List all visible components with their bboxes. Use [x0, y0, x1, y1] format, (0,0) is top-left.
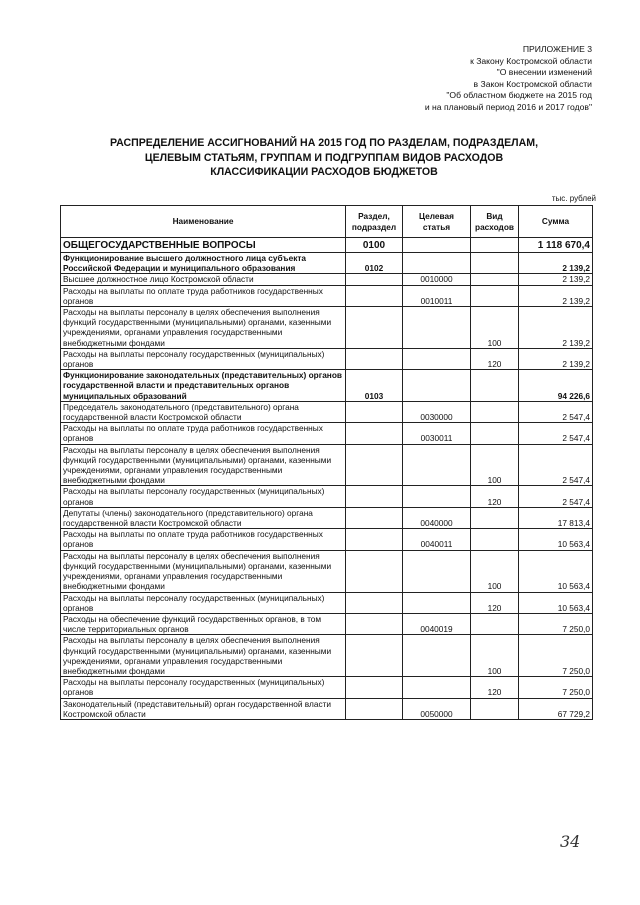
- table-row: [61, 307, 593, 349]
- row-name: Расходы на выплаты по оплате труда работников государственных органов: [61, 529, 346, 550]
- row-section: [346, 613, 403, 634]
- row-sum: 10 563,4: [519, 550, 593, 592]
- title-line: РАСПРЕДЕЛЕНИЕ АССИГНОВАНИЙ НА 2015 ГОД ПО РАЗДЕЛАМ, ПОДРАЗДЕЛАМ,: [109, 137, 539, 149]
- row-target: 0030000: [403, 401, 471, 422]
- table-row: [61, 486, 593, 507]
- row-section: [346, 401, 403, 422]
- row-sum: 7 250,0: [519, 677, 593, 698]
- row-target: [403, 550, 471, 592]
- row-name: Председатель законодательного (представительного) органа государственной власти Костромской области: [61, 401, 346, 422]
- row-name: Депутаты (члены) законодательного (представительного) органа государственной власти Костромской области: [61, 507, 346, 528]
- row-kind: 120: [471, 348, 519, 369]
- row-kind: [471, 285, 519, 306]
- row-target: [403, 444, 471, 486]
- row-section: [346, 285, 403, 306]
- row-sum: 2 139,2: [519, 274, 593, 285]
- table-row: [61, 238, 593, 253]
- appendix-note: [425, 44, 592, 114]
- row-target: [403, 238, 471, 253]
- row-kind: 120: [471, 677, 519, 698]
- row-section: [346, 635, 403, 677]
- units-label: тыс. рублей: [551, 194, 596, 203]
- row-name: Расходы на выплаты персоналу в целях обеспечения выполнения функций государственными (муниципальными) органами, казенными учреждениями, органами управления государственными внебюджетными фондами: [61, 444, 346, 486]
- appendix-line: "Об областном бюджете на 2015 год: [446, 90, 592, 101]
- table-row: [61, 592, 593, 613]
- header-sum: Сумма: [519, 206, 593, 238]
- row-name: Расходы на выплаты персоналу государственных (муниципальных) органов: [61, 677, 346, 698]
- row-sum: 10 563,4: [519, 592, 593, 613]
- row-name: Функционирование законодательных (представительных) органов государственной власти и представительных органов муниципальных образований: [61, 370, 346, 402]
- row-section: [346, 529, 403, 550]
- table-row: [61, 285, 593, 306]
- row-section: [346, 550, 403, 592]
- table-row: [61, 370, 593, 402]
- row-name: ОБЩЕГОСУДАРСТВЕННЫЕ ВОПРОСЫ: [61, 238, 346, 253]
- table-row: [61, 635, 593, 677]
- row-kind: [471, 370, 519, 402]
- row-section: [346, 677, 403, 698]
- row-sum: 2 547,4: [519, 401, 593, 422]
- table-row: [61, 348, 593, 369]
- row-section: [346, 592, 403, 613]
- row-sum: 2 547,4: [519, 444, 593, 486]
- row-sum: 17 813,4: [519, 507, 593, 528]
- row-target: [403, 677, 471, 698]
- row-section: [346, 486, 403, 507]
- row-section: [346, 423, 403, 444]
- row-sum: 10 563,4: [519, 529, 593, 550]
- row-section: 0100: [346, 238, 403, 253]
- row-name: Законодательный (представительный) орган государственной власти Костромской области: [61, 698, 346, 719]
- header-name: Наименование: [61, 206, 346, 238]
- table-row: [61, 401, 593, 422]
- row-target: [403, 635, 471, 677]
- row-kind: [471, 613, 519, 634]
- header-kind: Вид расходов: [471, 206, 519, 238]
- row-target: 0040011: [403, 529, 471, 550]
- row-target: 0040000: [403, 507, 471, 528]
- row-name: Расходы на выплаты персоналу государственных (муниципальных) органов: [61, 592, 346, 613]
- row-kind: 100: [471, 550, 519, 592]
- appendix-line: в Закон Костромской области: [473, 78, 592, 89]
- row-sum: 2 139,2: [519, 253, 593, 274]
- table-header-row: [61, 206, 593, 238]
- row-kind: [471, 423, 519, 444]
- title-line: КЛАССИФИКАЦИИ РАСХОДОВ БЮДЖЕТОВ: [210, 166, 438, 178]
- row-sum: 2 139,2: [519, 348, 593, 369]
- header-section: Раздел, подраздел: [346, 206, 403, 238]
- table-row: [61, 423, 593, 444]
- row-target: 0050000: [403, 698, 471, 719]
- row-name: Расходы на выплаты по оплате труда работников государственных органов: [61, 285, 346, 306]
- row-section: [346, 274, 403, 285]
- table-row: [61, 698, 593, 719]
- row-target: [403, 370, 471, 402]
- row-kind: [471, 253, 519, 274]
- row-sum: 2 547,4: [519, 486, 593, 507]
- appendix-line: ПРИЛОЖЕНИЕ 3: [522, 44, 592, 54]
- row-sum: 2 547,4: [519, 423, 593, 444]
- row-sum: 2 139,2: [519, 285, 593, 306]
- row-sum: 67 729,2: [519, 698, 593, 719]
- row-target: [403, 348, 471, 369]
- row-target: 0010011: [403, 285, 471, 306]
- title-line: ЦЕЛЕВЫМ СТАТЬЯМ, ГРУППАМ И ПОДГРУППАМ ВИДОВ РАСХОДОВ: [144, 151, 504, 164]
- row-section: [346, 507, 403, 528]
- row-name: Расходы на выплаты персоналу государственных (муниципальных) органов: [61, 348, 346, 369]
- table-row: [61, 444, 593, 486]
- row-name: Расходы на выплаты персоналу государственных (муниципальных) органов: [61, 486, 346, 507]
- row-sum: 7 250,0: [519, 635, 593, 677]
- appendix-line: "О внесении изменений: [496, 67, 592, 78]
- row-name: Расходы на выплаты персоналу в целях обеспечения выполнения функций государственными (муниципальными) органами, казенными учреждениями, органами управления государственными внебюджетными фондами: [61, 635, 346, 677]
- row-section: [346, 307, 403, 349]
- row-kind: [471, 698, 519, 719]
- table-row: [61, 677, 593, 698]
- row-kind: [471, 529, 519, 550]
- row-sum: 1 118 670,4: [519, 238, 593, 253]
- row-target: [403, 592, 471, 613]
- table-row: [61, 529, 593, 550]
- row-target: 0040019: [403, 613, 471, 634]
- row-name: Функционирование высшего должностного лица субъекта Российской Федерации и муниципального образования: [61, 253, 346, 274]
- row-name: Высшее должностное лицо Костромской области: [61, 274, 346, 285]
- appendix-line: к Закону Костромской области: [470, 55, 592, 66]
- row-target: [403, 307, 471, 349]
- row-section: [346, 698, 403, 719]
- row-target: [403, 253, 471, 274]
- row-kind: 100: [471, 307, 519, 349]
- row-name: Расходы на выплаты по оплате труда работников государственных органов: [61, 423, 346, 444]
- row-kind: [471, 401, 519, 422]
- row-section: 0103: [346, 370, 403, 402]
- row-section: [346, 444, 403, 486]
- row-name: Расходы на выплаты персоналу в целях обеспечения выполнения функций государственными (муниципальными) органами, казенными учреждениями, органами управления государственными внебюджетными фондами: [61, 550, 346, 592]
- handwritten-page-number: 34: [560, 832, 581, 851]
- row-sum: 94 226,6: [519, 370, 593, 402]
- document-title: [60, 136, 588, 180]
- row-section: [346, 348, 403, 369]
- row-sum: 7 250,0: [519, 613, 593, 634]
- row-name: Расходы на выплаты персоналу в целях обеспечения выполнения функций государственными (муниципальными) органами, казенными учреждениями, органами управления государственными внебюджетными фондами: [61, 307, 346, 349]
- row-name: Расходы на обеспечение функций государственных органов, в том числе территориальных органов: [61, 613, 346, 634]
- row-section: 0102: [346, 253, 403, 274]
- row-kind: [471, 274, 519, 285]
- row-kind: 100: [471, 444, 519, 486]
- row-kind: 120: [471, 592, 519, 613]
- row-target: 0010000: [403, 274, 471, 285]
- row-kind: [471, 238, 519, 253]
- table-row: [61, 274, 593, 285]
- row-kind: 120: [471, 486, 519, 507]
- table-row: [61, 613, 593, 634]
- row-kind: [471, 507, 519, 528]
- appendix-line: и на плановый период 2016 и 2017 годов": [424, 101, 592, 112]
- row-sum: 2 139,2: [519, 307, 593, 349]
- row-target: [403, 486, 471, 507]
- header-target: Целевая статья: [403, 206, 471, 238]
- table-row: [61, 253, 593, 274]
- row-target: 0030011: [403, 423, 471, 444]
- row-kind: 100: [471, 635, 519, 677]
- table-row: [61, 550, 593, 592]
- budget-table: [60, 205, 593, 720]
- table-row: [61, 507, 593, 528]
